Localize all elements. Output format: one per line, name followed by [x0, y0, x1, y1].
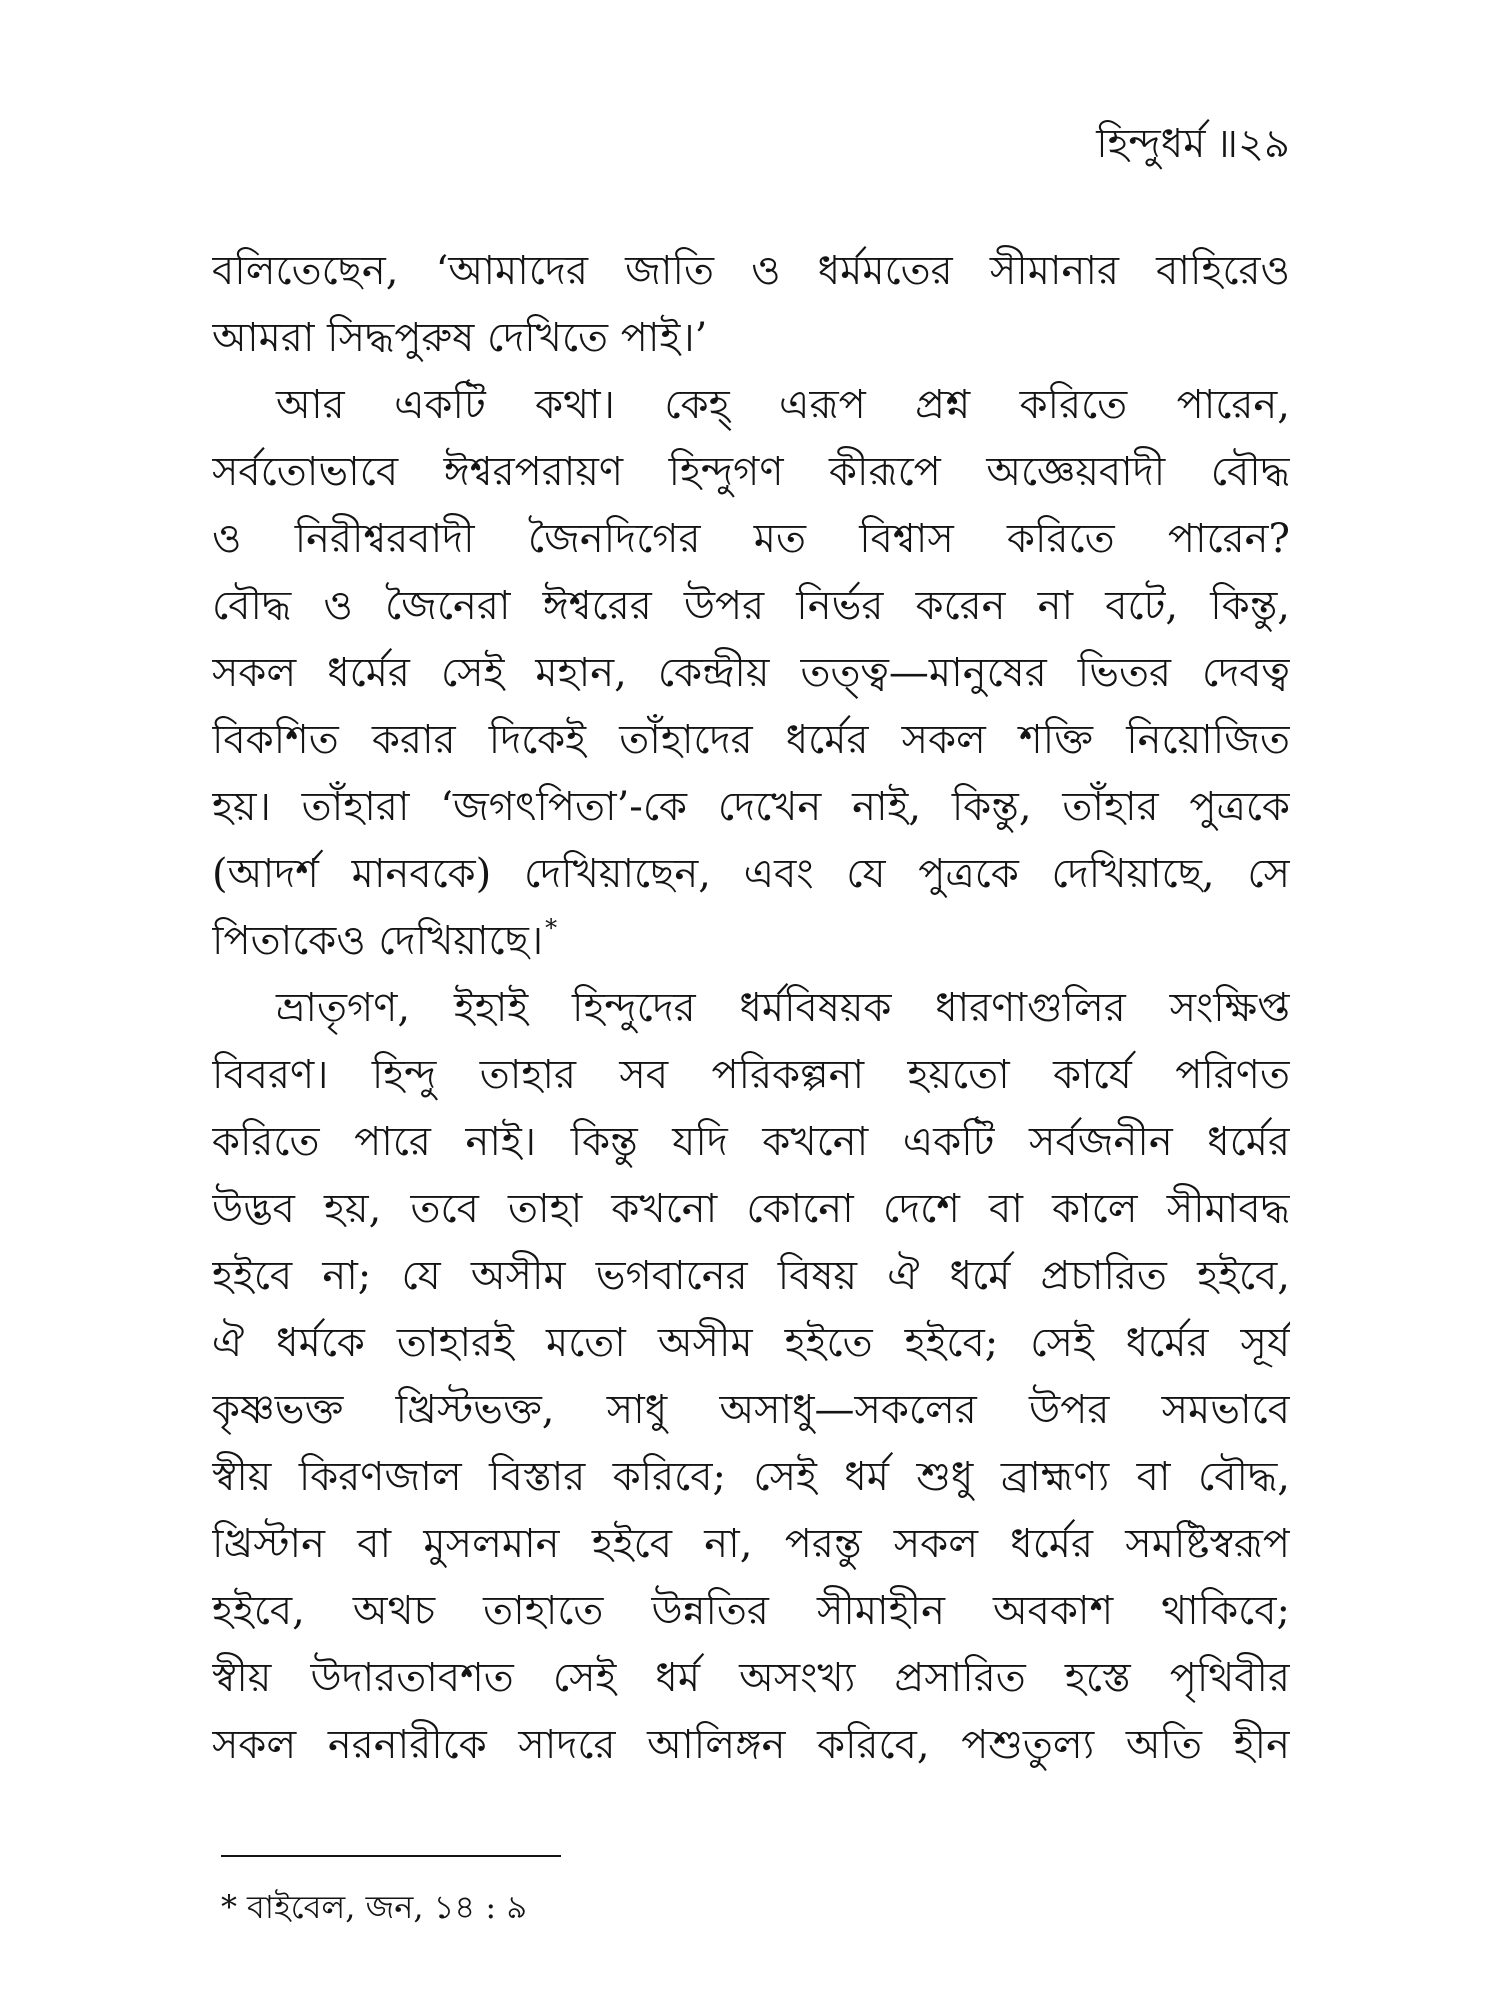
text-line: হইবে না; যে অসীম ভগবানের বিষয় ঐ ধর্মে প্রচারিত হইবে,: [212, 1253, 1290, 1299]
text-line: আমরা সিদ্ধপুরুষ দেখিতে পাই।’: [212, 315, 708, 361]
text-line: আর একটি কথা। কেহ্ এরূপ প্রশ্ন করিতে পারেন,: [276, 382, 1290, 428]
page-number: ॥২৯: [1215, 121, 1290, 167]
text-line: বিকশিত করার দিকেই তাঁহাদের ধর্মের সকল শক্তি নিয়োজিত: [212, 717, 1290, 763]
text-line: সকল ধর্মের সেই মহান, কেন্দ্রীয় তত্ত্ব—মানুষের ভিতর দেবত্ব: [212, 650, 1290, 696]
text-line: খ্রিস্টান বা মুসলমান হইবে না, পরন্তু সকল ধর্মের সমষ্টিস্বরূপ: [212, 1521, 1290, 1567]
paragraph-continuation: [212, 238, 1290, 372]
footnote-rule: [221, 1855, 561, 1857]
running-head: [1096, 112, 1290, 176]
footnote-ref: *: [545, 914, 558, 942]
text-line: করিতে পারে নাই। কিন্তু যদি কখনো একটি সর্বজনীন ধর্মের: [212, 1119, 1290, 1165]
paragraph-question: [212, 372, 1290, 975]
text-line-content: পিতাকেও দেখিয়াছে।: [212, 918, 544, 964]
footnote-text: বাইবেল, জন, ১৪ : ৯: [247, 1888, 528, 1926]
text-line: সর্বতোভাবে ঈশ্বরপরায়ণ হিন্দুগণ কীরূপে অজ্ঞেয়বাদী বৌদ্ধ: [212, 449, 1290, 495]
text-line: হয়। তাঁহারা ‘জগৎপিতা’-কে দেখেন নাই, কিন্তু, তাঁহার পুত্রকে: [212, 784, 1290, 830]
body-text: [212, 238, 1290, 1779]
text-line: উদ্ভব হয়, তবে তাহা কখনো কোনো দেশে বা কালে সীমাবদ্ধ: [212, 1186, 1290, 1232]
text-line: বলিতেছেন, ‘আমাদের জাতি ও ধর্মমতের সীমানার বাহিরেও: [212, 248, 1290, 294]
text-line: সকল নরনারীকে সাদরে আলিঙ্গন করিবে, পশুতুল্য অতি হীন: [212, 1722, 1290, 1768]
footnote-marker: *: [221, 1888, 237, 1926]
text-line: কৃষ্ণভক্ত খ্রিস্টভক্ত, সাধু অসাধু—সকলের উপর সমভাবে: [212, 1387, 1290, 1433]
text-line: [212, 908, 1290, 975]
footnote: [221, 1884, 527, 1930]
text-line: ও নিরীশ্বরবাদী জৈনদিগের মত বিশ্বাস করিতে পারেন?: [212, 516, 1290, 562]
text-line: ঐ ধর্মকে তাহারই মতো অসীম হইতে হইবে; সেই ধর্মের সূর্য: [212, 1320, 1290, 1366]
text-line: হইবে, অথচ তাহাতে উন্নতির সীমাহীন অবকাশ থাকিবে;: [212, 1588, 1290, 1634]
text-line: বিবরণ। হিন্দু তাহার সব পরিকল্পনা হয়তো কার্যে পরিণত: [212, 1052, 1290, 1098]
text-line: স্বীয় উদারতাবশত সেই ধর্ম অসংখ্য প্রসারিত হস্তে পৃথিবীর: [212, 1655, 1290, 1701]
running-title: হিন্দুধর্ম: [1096, 121, 1206, 167]
text-line: স্বীয় কিরণজাল বিস্তার করিবে; সেই ধর্ম শুধু ব্রাহ্মণ্য বা বৌদ্ধ,: [212, 1454, 1290, 1500]
text-line: (আদর্শ মানবকে) দেখিয়াছেন, এবং যে পুত্রকে দেখিয়াছে, সে: [212, 851, 1290, 897]
text-line: ভ্রাতৃগণ, ইহাই হিন্দুদের ধর্মবিষয়ক ধারণাগুলির সংক্ষিপ্ত: [276, 985, 1290, 1031]
text-line: বৌদ্ধ ও জৈনেরা ঈশ্বরের উপর নির্ভর করেন না বটে, কিন্তু,: [212, 583, 1290, 629]
paragraph-summary: [212, 975, 1290, 1779]
